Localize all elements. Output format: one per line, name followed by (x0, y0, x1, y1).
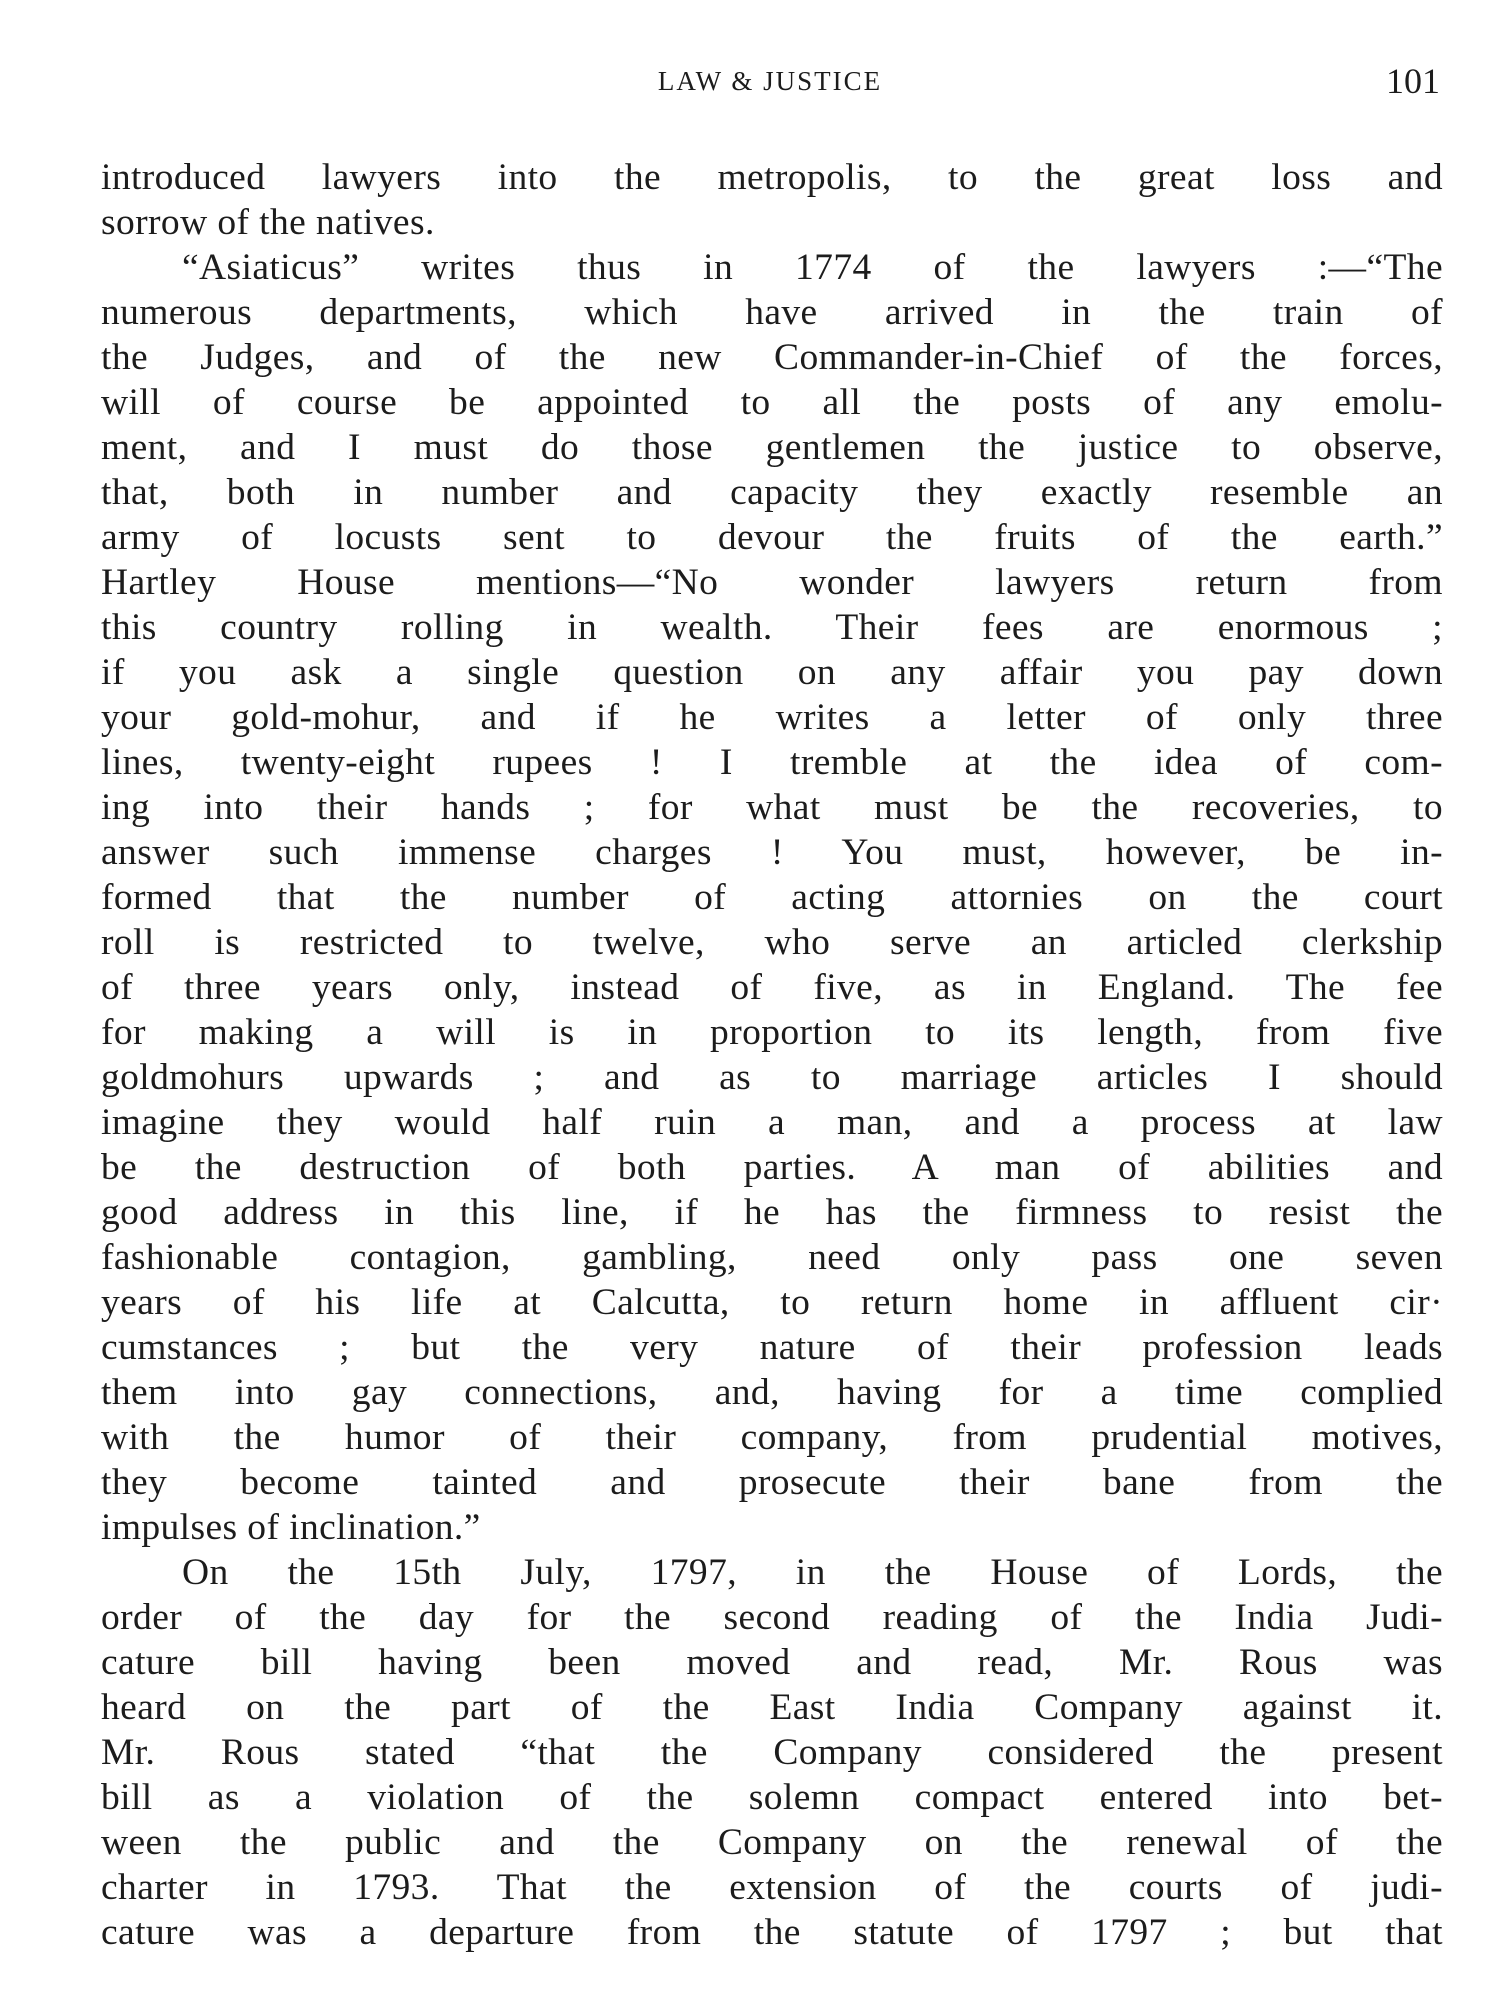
text-line: lines, twenty-eight rupees ! I tremble at the idea of com- (101, 742, 1443, 783)
text-line: formed that the number of acting attornies on the court (101, 877, 1443, 918)
text-line: that, both in number and capacity they exactly resemble an (101, 472, 1443, 513)
text-line: heard on the part of the East India Company against it. (101, 1687, 1443, 1728)
text-line: them into gay connections, and, having for a time complied (101, 1372, 1443, 1413)
text-line: ween the public and the Company on the renewal of the (101, 1822, 1443, 1863)
text-line: bill as a violation of the solemn compact entered into bet- (101, 1777, 1443, 1818)
text-line: they become tainted and prosecute their bane from the (101, 1462, 1443, 1503)
text-line: charter in 1793. That the extension of the courts of judi- (101, 1867, 1443, 1908)
text-line: sorrow of the natives. (101, 202, 435, 243)
text-line: ment, and I must do those gentlemen the justice to observe, (101, 427, 1443, 468)
running-head (0, 61, 1500, 106)
text-line: goldmohurs upwards ; and as to marriage articles I should (101, 1057, 1443, 1098)
text-line: with the humor of their company, from prudential motives, (101, 1417, 1443, 1458)
text-line: roll is restricted to twelve, who serve an articled clerkship (101, 922, 1443, 963)
text-line: for making a will is in proportion to its length, from five (101, 1012, 1443, 1053)
text-line: cumstances ; but the very nature of their profession leads (101, 1327, 1443, 1368)
running-title: LAW & JUSTICE (657, 66, 883, 96)
text-line: Hartley House mentions—“No wonder lawyers return from (101, 562, 1443, 603)
text-line: “Asiaticus” writes thus in 1774 of the lawyers :—“The (182, 247, 1443, 288)
text-line: cature was a departure from the statute of 1797 ; but that (101, 1912, 1443, 1953)
text-line: your gold-mohur, and if he writes a letter of only three (101, 697, 1443, 738)
text-line: Mr. Rous stated “that the Company considered the present (101, 1732, 1443, 1773)
text-line: be the destruction of both parties. A man of abilities and (101, 1147, 1443, 1188)
text-line: will of course be appointed to all the posts of any emolu- (101, 382, 1443, 423)
text-line: impulses of inclination.” (101, 1507, 481, 1548)
text-line: ing into their hands ; for what must be the recoveries, to (101, 787, 1443, 828)
text-line: fashionable contagion, gambling, need only pass one seven (101, 1237, 1443, 1278)
text-line: answer such immense charges ! You must, however, be in- (101, 832, 1443, 873)
text-line: order of the day for the second reading of the India Judi- (101, 1597, 1443, 1638)
text-line: if you ask a single question on any affair you pay down (101, 652, 1443, 693)
text-line: On the 15th July, 1797, in the House of Lords, the (182, 1552, 1443, 1593)
page-number: 101 (1386, 61, 1440, 101)
text-line: army of locusts sent to devour the fruits of the earth.” (101, 517, 1443, 558)
text-line: imagine they would half ruin a man, and a process at law (101, 1102, 1443, 1143)
text-line: introduced lawyers into the metropolis, to the great loss and (101, 157, 1443, 198)
text-line: the Judges, and of the new Commander-in-Chief of the forces, (101, 337, 1443, 378)
text-line: cature bill having been moved and read, Mr. Rous was (101, 1642, 1443, 1683)
text-line: this country rolling in wealth. Their fees are enormous ; (101, 607, 1443, 648)
text-line: good address in this line, if he has the firmness to resist the (101, 1192, 1443, 1233)
text-line: of three years only, instead of five, as in England. The fee (101, 967, 1443, 1008)
text-line: numerous departments, which have arrived in the train of (101, 292, 1443, 333)
text-line: years of his life at Calcutta, to return home in affluent cir· (101, 1282, 1443, 1323)
